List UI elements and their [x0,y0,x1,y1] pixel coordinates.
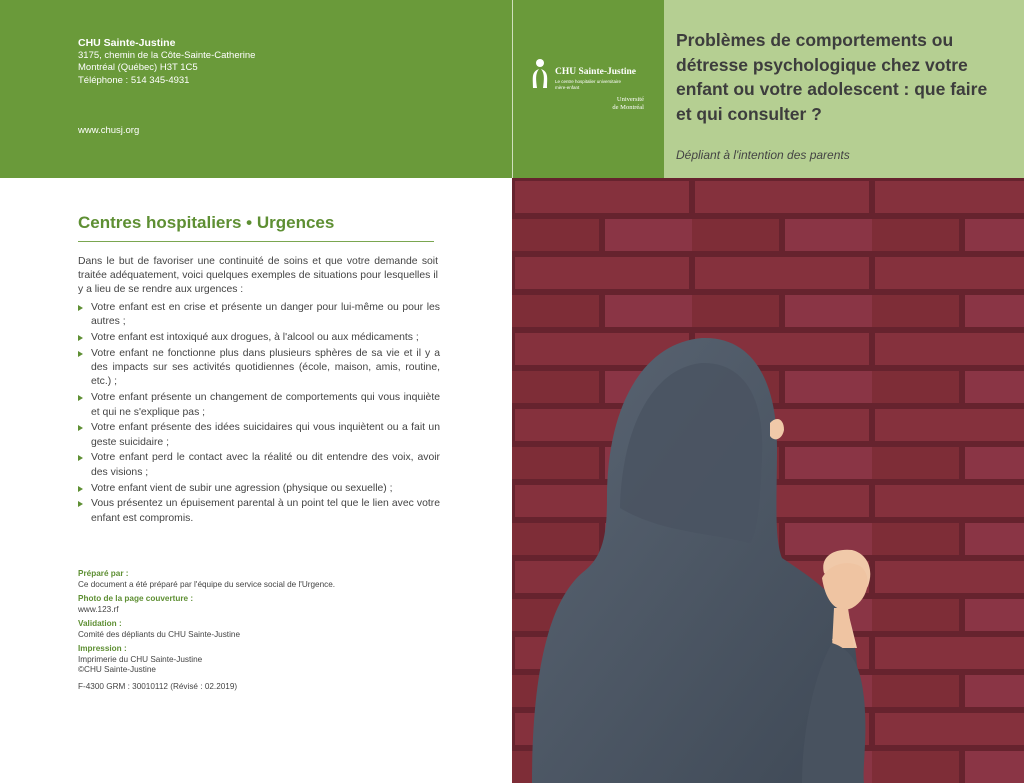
triangle-bullet-icon [78,425,83,431]
list-item [78,451,440,480]
cover-photo [512,178,1024,783]
credits-photo-text: www.123.rf [78,604,119,614]
list-item-text: Votre enfant ne fonctionne plus dans plusieurs sphères de sa vie et il y a des impacts sur ses activités quotidiennes (école, maison, amis, routine, etc.) ; [91,347,440,388]
document-code: F-4300 GRM : 30010112 (Révisé : 02.2019) [78,681,238,691]
list-item-text: Votre enfant présente un changement de comportements qui vous inquiète et qui ne s'explique pas ; [91,392,440,418]
list-item-text: Vous présentez un épuisement parental à un point tel que le lien avec votre enfant est compromis. [91,498,440,524]
list-item-text: Votre enfant est intoxiqué aux drogues, à l'alcool ou aux médicaments ; [91,332,419,344]
back-cover-header [0,0,512,178]
list-item [78,331,440,345]
situations-list [78,301,440,527]
triangle-bullet-icon [78,455,83,461]
credits-print-label: Impression : [78,644,127,653]
triangle-bullet-icon [78,305,83,311]
list-item [78,421,440,450]
list-item-text: Votre enfant présente des idées suicidaires qui vous inquiètent ou a fait un geste suicidaire ; [91,422,440,448]
section-title: Centres hospitaliers • Urgences [78,213,335,232]
list-item [78,301,440,330]
cover-title: Problèmes de comportements ou détresse psychologique chez votre enfant ou votre adolescent : que faire et qui consulter ? [676,30,988,124]
list-item [78,497,440,526]
chu-sainte-justine-logo-icon [529,58,551,92]
credits-print [78,644,438,676]
triangle-bullet-icon [78,351,83,357]
triangle-bullet-icon [78,335,83,341]
credits-photo [78,594,438,615]
contact-phone: Téléphone : 514 345-4931 [78,74,190,86]
contact-website-link[interactable]: www.chusj.org [78,125,140,136]
contact-address-line1: 3175, chemin de la Côte-Sainte-Catherine [78,49,256,61]
list-item-text: Votre enfant perd le contact avec la réalité ou dit entendre des voix, avoir des visions ; [91,452,440,478]
credits-validation-text: Comité des dépliants du CHU Sainte-Justine [78,629,241,639]
credits-prepared [78,569,438,590]
list-item [78,347,440,390]
list-item [78,482,440,496]
section-divider [78,241,434,242]
chu-logo-name: CHU Sainte-Justine [555,67,637,77]
contact-address-line2: Montréal (Québec) H3T 1C5 [78,62,198,73]
udem-logo-line2: de Montréal [612,104,644,111]
udem-logo-line1: Université [616,96,644,103]
credits-photo-label: Photo de la page couverture : [78,594,194,603]
section-intro: Dans le but de favoriser une continuité de soins et que votre demande soit traitée adéquatement, voici quelques exemples de situations pour lesquelles il y a lieu de se rendre aux urgences : [78,256,438,296]
credits-prepared-text: Ce document a été préparé par l'équipe du service social de l'Urgence. [78,579,336,589]
list-item-text: Votre enfant est en crise et présente un danger pour lui-même ou pour les autres ; [91,302,440,328]
credits-prepared-label: Préparé par : [78,569,129,578]
credits-print-text2: ©CHU Sainte-Justine [78,665,156,674]
triangle-bullet-icon [78,486,83,492]
credits-print-text1: Imprimerie du CHU Sainte-Justine [78,654,203,664]
triangle-bullet-icon [78,395,83,401]
chu-logo-tagline: Le centre hospitalier universitaire mère-enfant [555,79,622,90]
list-item-text: Votre enfant vient de subir une agression (physique ou sexuelle) ; [91,482,393,494]
triangle-bullet-icon [78,501,83,507]
cover-photo-image [512,178,1024,783]
credits-validation [78,619,438,640]
list-item [78,391,440,420]
credits-block [78,569,438,692]
cover-subtitle: Dépliant à l'intention des parents [676,148,850,162]
contact-org: CHU Sainte-Justine [78,37,176,49]
credits-validation-label: Validation : [78,619,122,628]
contact-block [78,37,255,138]
udem-logo [592,96,644,112]
